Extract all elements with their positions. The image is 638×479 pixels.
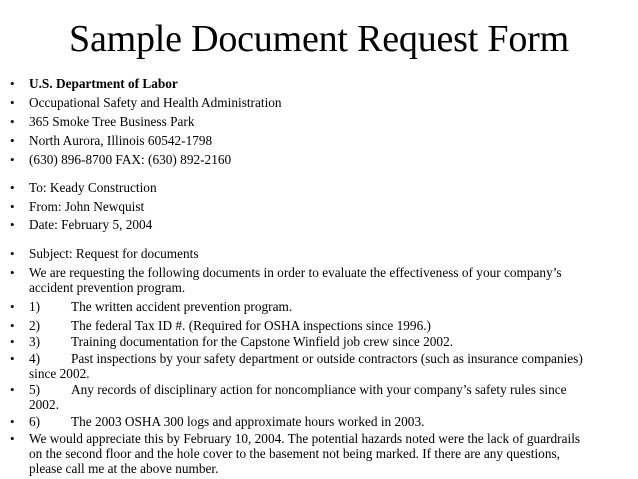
request-text: The written accident prevention program.: [71, 299, 293, 314]
memo-date: Date: February 5, 2004: [29, 217, 153, 232]
office-name: Occupational Safety and Health Administration: [29, 95, 282, 110]
request-text-continued: 2002.: [29, 397, 59, 412]
bullet-icon: •: [10, 299, 15, 314]
agency-name: U.S. Department of Labor: [29, 76, 178, 91]
intro-line-1: We are requesting the following documents in order to evaluate the effectiveness of your company’s: [29, 265, 562, 280]
bullet-icon: •: [10, 334, 15, 349]
bullet-icon: •: [10, 318, 15, 333]
request-text: The 2003 OSHA 300 logs and approximate hours worked in 2003.: [71, 414, 425, 429]
request-number: 4): [29, 351, 41, 366]
bullet-icon: •: [10, 382, 15, 397]
street-address: 365 Smoke Tree Business Park: [29, 114, 195, 129]
request-text: Training documentation for the Capstone Winfield job crew since 2002.: [71, 334, 454, 349]
bullet-icon: •: [10, 265, 15, 280]
request-text: The federal Tax ID #. (Required for OSHA inspections since 1996.): [71, 318, 431, 333]
city-address: North Aurora, Illinois 60542-1798: [29, 133, 213, 148]
request-text: Any records of disciplinary action for noncompliance with your company’s safety rules since: [71, 382, 567, 397]
bullet-icon: •: [10, 180, 15, 195]
request-number: 2): [29, 318, 41, 333]
bullet-icon: •: [10, 133, 15, 148]
bullet-icon: •: [10, 246, 15, 261]
bullet-icon: •: [10, 199, 15, 214]
bullet-icon: •: [10, 95, 15, 110]
closing-line-2: on the second floor and the hole cover to the basement not being marked. If there are any questions,: [29, 446, 560, 461]
closing-line-1: We would appreciate this by February 10, 2004. The potential hazards noted were the lack of guardrails: [29, 431, 581, 446]
bullet-icon: •: [10, 217, 15, 232]
bullet-icon: •: [10, 414, 15, 429]
request-text: Past inspections by your safety department or outside contractors (such as insurance companies): [71, 351, 583, 366]
memo-subject: Subject: Request for documents: [29, 246, 199, 261]
closing-line-3: please call me at the above number.: [29, 461, 219, 476]
bullet-icon: •: [10, 76, 15, 91]
memo-from: From: John Newquist: [29, 199, 145, 214]
request-number: 5): [29, 382, 41, 397]
memo-to: To: Keady Construction: [29, 180, 157, 195]
request-number: 6): [29, 414, 41, 429]
intro-line-2: accident prevention program.: [29, 280, 186, 295]
request-number: 1): [29, 299, 41, 314]
phone-fax: (630) 896-8700 FAX: (630) 892-2160: [29, 152, 232, 167]
bullet-icon: •: [10, 431, 15, 446]
bullet-icon: •: [10, 114, 15, 129]
bullet-icon: •: [10, 152, 15, 167]
request-number: 3): [29, 334, 41, 349]
page-title: Sample Document Request Form: [69, 18, 569, 60]
request-text-continued: since 2002.: [29, 366, 90, 381]
bullet-icon: •: [10, 351, 15, 366]
